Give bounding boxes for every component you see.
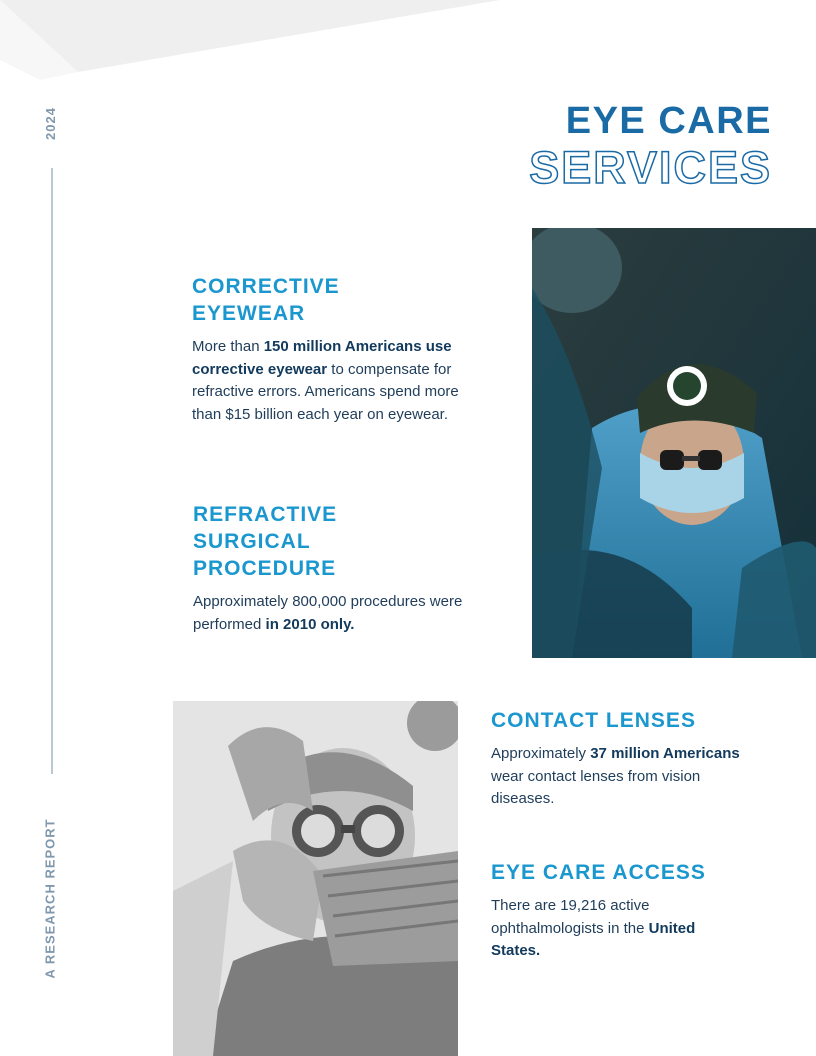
section-corrective-eyewear bbox=[192, 273, 462, 426]
section-body: Approximately 800,000 procedures were performed in 2010 only. bbox=[193, 593, 463, 633]
section-body: There are 19,216 active ophthalmologists in the United States. bbox=[491, 897, 696, 959]
sidebar-year: 2024 bbox=[42, 106, 58, 140]
eye-exam-photo bbox=[173, 701, 458, 1056]
surgeon-photo bbox=[532, 228, 816, 658]
corner-decoration bbox=[0, 0, 500, 80]
section-body: Approximately 37 million Americans wear contact lenses from vision diseases. bbox=[491, 745, 740, 807]
section-eye-care-access bbox=[491, 859, 741, 963]
sidebar-report-label: A RESEARCH REPORT bbox=[42, 817, 58, 979]
page-title-line2: SERVICES bbox=[529, 142, 772, 193]
section-heading: CONTACT LENSES bbox=[491, 709, 696, 732]
section-refractive-surgery bbox=[193, 501, 473, 636]
section-heading: EYE CARE ACCESS bbox=[491, 861, 706, 884]
sidebar-divider bbox=[51, 168, 53, 774]
section-body: More than 150 million Americans use corrective eyewear to compensate for refractive errors. Americans spend more than $15 billion each year on eyewear. bbox=[192, 338, 459, 423]
section-heading: REFRACTIVE SURGICAL PROCEDURE bbox=[193, 503, 338, 580]
page-title-line1: EYE CARE bbox=[565, 100, 772, 142]
section-contact-lenses bbox=[491, 707, 741, 811]
section-heading: CORRECTIVE EYEWEAR bbox=[192, 275, 340, 325]
